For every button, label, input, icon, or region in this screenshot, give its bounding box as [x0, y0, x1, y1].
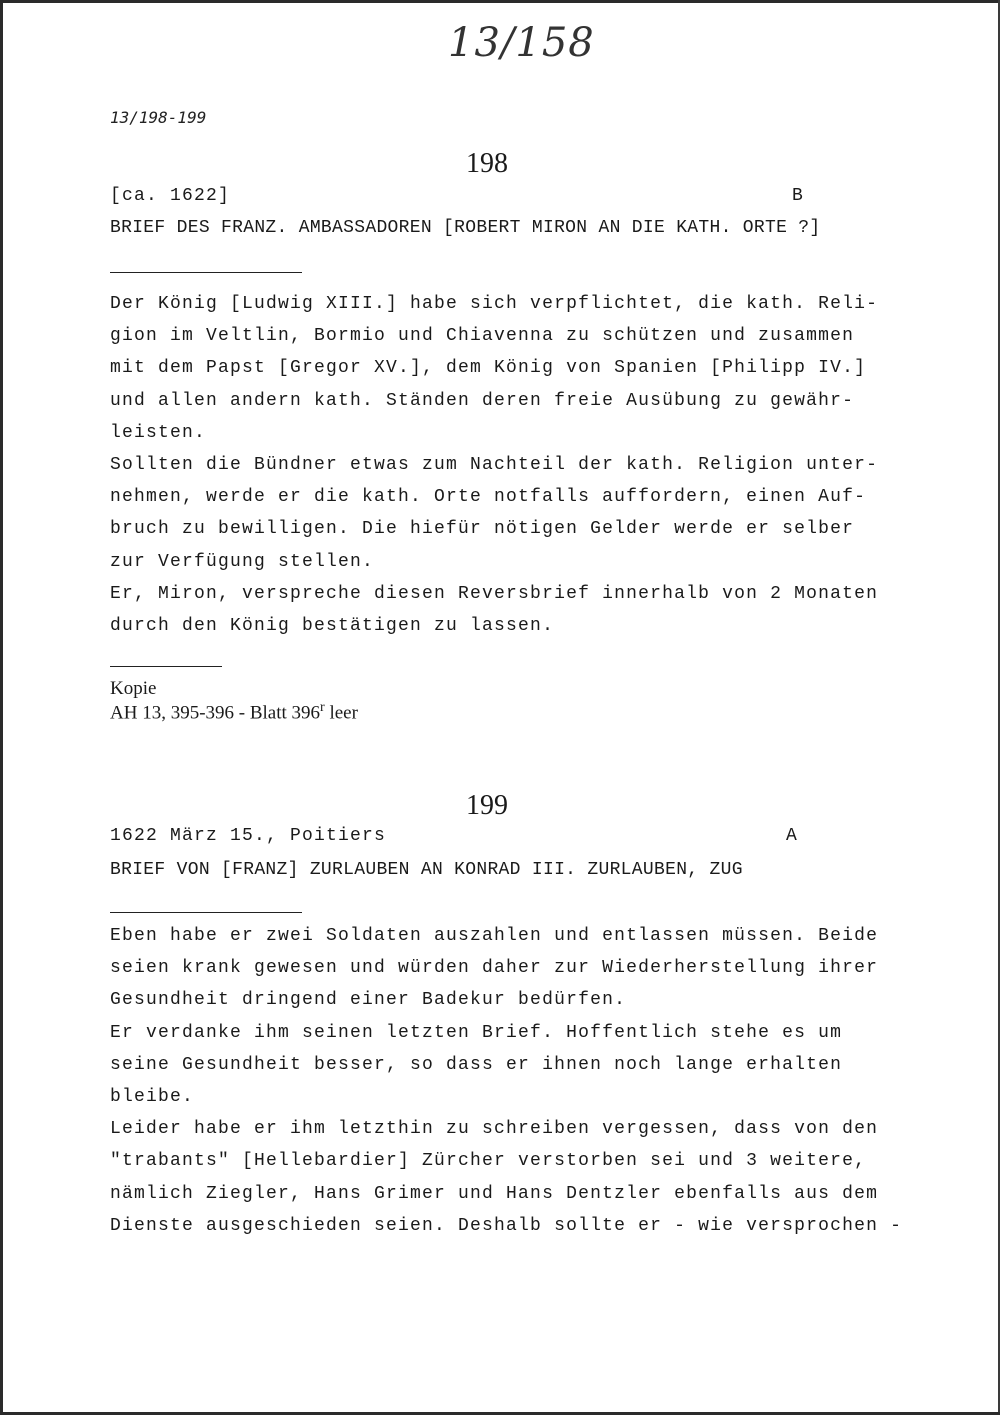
body-line: Dienste ausgeschieden seien. Deshalb sollte er - wie versprochen - [110, 1215, 903, 1236]
document-number-199: 199 [466, 790, 508, 821]
document-title-199: BRIEF VON [FRANZ] ZURLAUBEN AN KONRAD III. ZURLAUBEN, ZUG [110, 860, 743, 880]
scan-border-top [0, 0, 1000, 3]
body-line: nehmen, werde er die kath. Orte notfalls auffordern, einen Auf- [110, 487, 867, 508]
document-code-198: B [792, 186, 803, 206]
body-line: und allen andern kath. Ständen deren freie Ausübung zu gewähr- [110, 390, 855, 411]
body-line: Leider habe er ihm letzthin zu schreiben vergessen, dass von den [110, 1119, 879, 1140]
source-ref-after: leer [324, 702, 358, 724]
body-line: Gesundheit dringend einer Badekur bedürfen. [110, 990, 627, 1011]
body-line: Er verdanke ihm seinen letzten Brief. Hoffentlich stehe es um [110, 1022, 843, 1043]
body-line: mit dem Papst [Gregor XV.], dem König von Spanien [Philipp IV.] [110, 358, 867, 379]
document-title-198: BRIEF DES FRANZ. AMBASSADOREN [ROBERT MIRON AN DIE KATH. ORTE ?] [110, 218, 821, 238]
body-line: zur Verfügung stellen. [110, 551, 375, 572]
document-number-198: 198 [466, 148, 508, 179]
body-line: "trabants" [Hellebardier] Zürcher verstorben sei und 3 weitere, [110, 1151, 867, 1172]
source-ref-sup: r [320, 700, 325, 715]
document-date-198: [ca. 1622] [110, 186, 231, 206]
body-line: Eben habe er zwei Soldaten auszahlen und entlassen müssen. Beide [110, 926, 879, 946]
body-line: durch den König bestätigen zu lassen. [110, 616, 555, 637]
body-line: bruch zu bewilligen. Die hiefür nötigen Gelder werde er selber [110, 519, 855, 540]
body-line: leisten. [110, 422, 207, 443]
body-line: Sollten die Bündner etwas zum Nachteil der kath. Religion unter- [110, 455, 879, 476]
body-line: gion im Veltlin, Bormio und Chiavenna zu schützen und zusammen [110, 326, 855, 347]
document-body-199 [110, 920, 902, 1242]
body-line: Er, Miron, verspreche diesen Reversbrief innerhalb von 2 Monaten [110, 583, 879, 604]
body-line: bleibe. [110, 1087, 195, 1108]
handwritten-folio-mark: 13/158 [448, 20, 595, 66]
title-rule-199 [110, 912, 302, 913]
source-kind-198: Kopie [110, 678, 157, 699]
reference-range: 13/198-199 [110, 108, 207, 127]
source-ref-text: AH 13, 395-396 - Blatt 396 [110, 702, 321, 724]
document-body-198 [110, 288, 878, 642]
document-date-199: 1622 März 15., Poitiers [110, 826, 387, 846]
scan-border-left [0, 0, 3, 1415]
body-line: Der König [Ludwig XIII.] habe sich verpflichtet, die kath. Reli- [110, 294, 879, 314]
body-line: nämlich Ziegler, Hans Grimer und Hans Dentzler ebenfalls aus dem [110, 1183, 879, 1204]
body-line: seien krank gewesen und würden daher zur Wiederherstellung ihrer [110, 958, 879, 979]
title-rule-198 [110, 272, 302, 273]
document-code-199: A [786, 826, 797, 846]
source-rule-198 [110, 666, 222, 667]
body-line: seine Gesundheit besser, so dass er ihnen noch lange erhalten [110, 1054, 843, 1075]
source-reference-198 [110, 700, 358, 724]
